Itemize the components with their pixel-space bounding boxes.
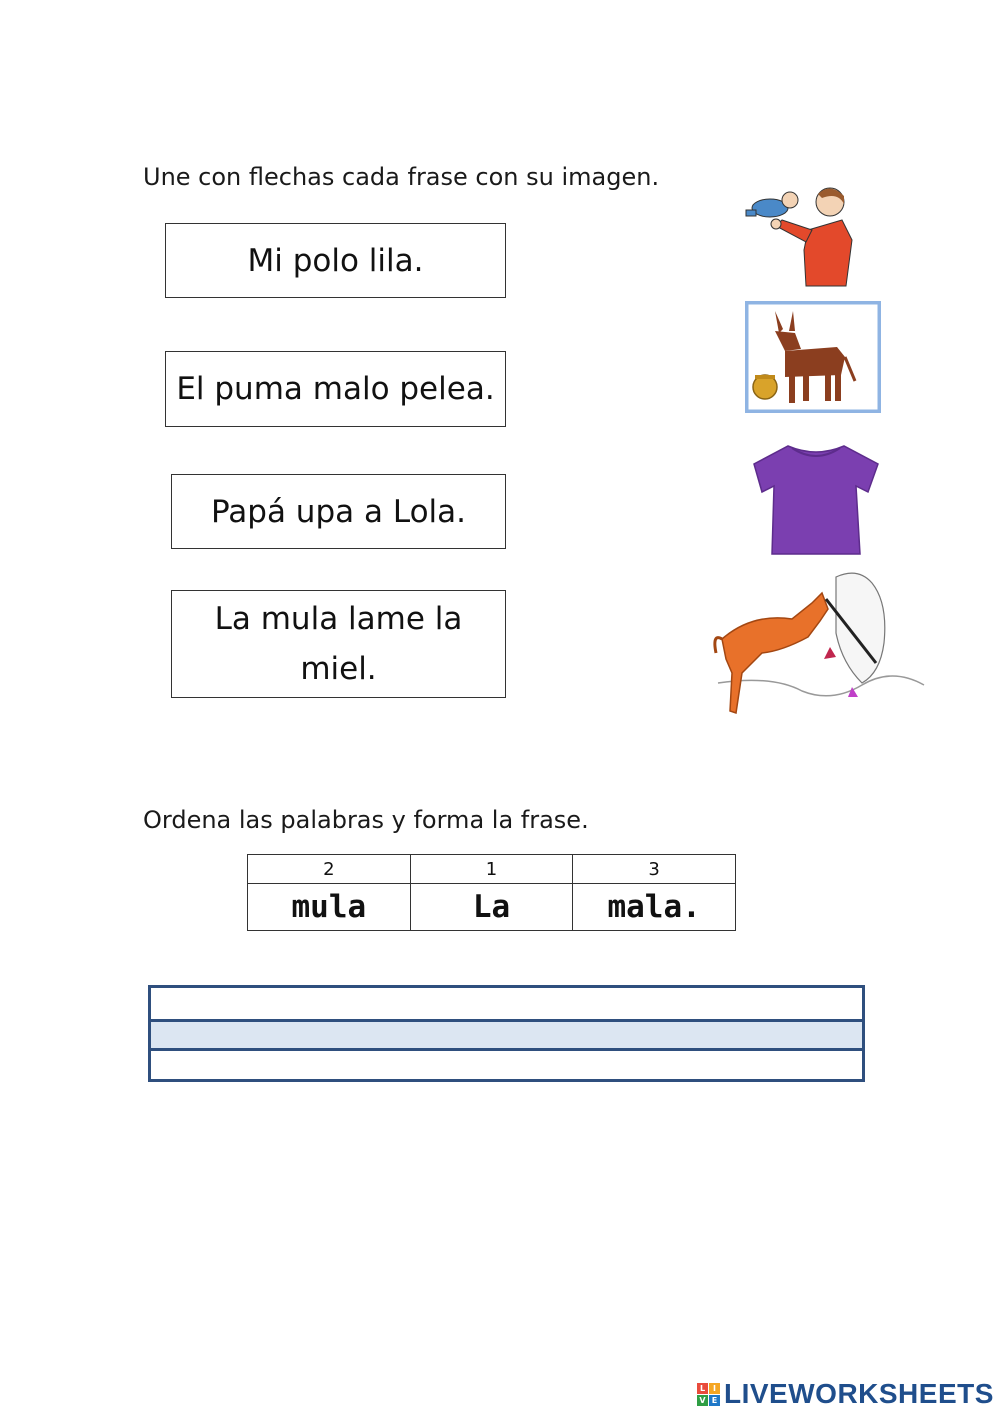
- order-number-1: 2: [248, 855, 411, 884]
- answer-lines: [148, 985, 865, 1082]
- word-order-table: [247, 854, 736, 931]
- match-instruction: Une con flechas cada frase con su imagen.: [143, 163, 660, 191]
- order-word-1: mula: [248, 884, 411, 931]
- order-number-3: 3: [573, 855, 736, 884]
- order-instruction: Ordena las palabras y forma la frase.: [143, 806, 589, 834]
- answer-input[interactable]: [151, 988, 862, 1079]
- phrase-box-4[interactable]: [171, 590, 506, 698]
- phrase-text-4: La mula lame la miel.: [214, 601, 463, 687]
- phrase-text-1: Mi polo lila.: [247, 242, 424, 279]
- logo-text: LIVEWORKSHEETS: [724, 1378, 994, 1409]
- order-number-2: 1: [410, 855, 573, 884]
- logo-mark-icon: L I V E: [697, 1383, 720, 1406]
- donkey-picture[interactable]: [745, 301, 881, 413]
- phrase-box-2[interactable]: [165, 351, 506, 427]
- liveworksheets-logo[interactable]: [697, 1378, 994, 1410]
- order-word-2: La: [410, 884, 573, 931]
- puma-picture[interactable]: [712, 563, 928, 723]
- order-word-3: mala.: [573, 884, 736, 931]
- phrase-box-3[interactable]: [171, 474, 506, 549]
- phrase-text-3: Papá upa a Lola.: [210, 493, 466, 530]
- phrase-box-1[interactable]: [165, 223, 506, 298]
- phrase-text-2: El puma malo pelea.: [176, 371, 495, 407]
- father-lifting-baby-picture[interactable]: [742, 180, 862, 290]
- purple-shirt-picture[interactable]: [752, 444, 880, 556]
